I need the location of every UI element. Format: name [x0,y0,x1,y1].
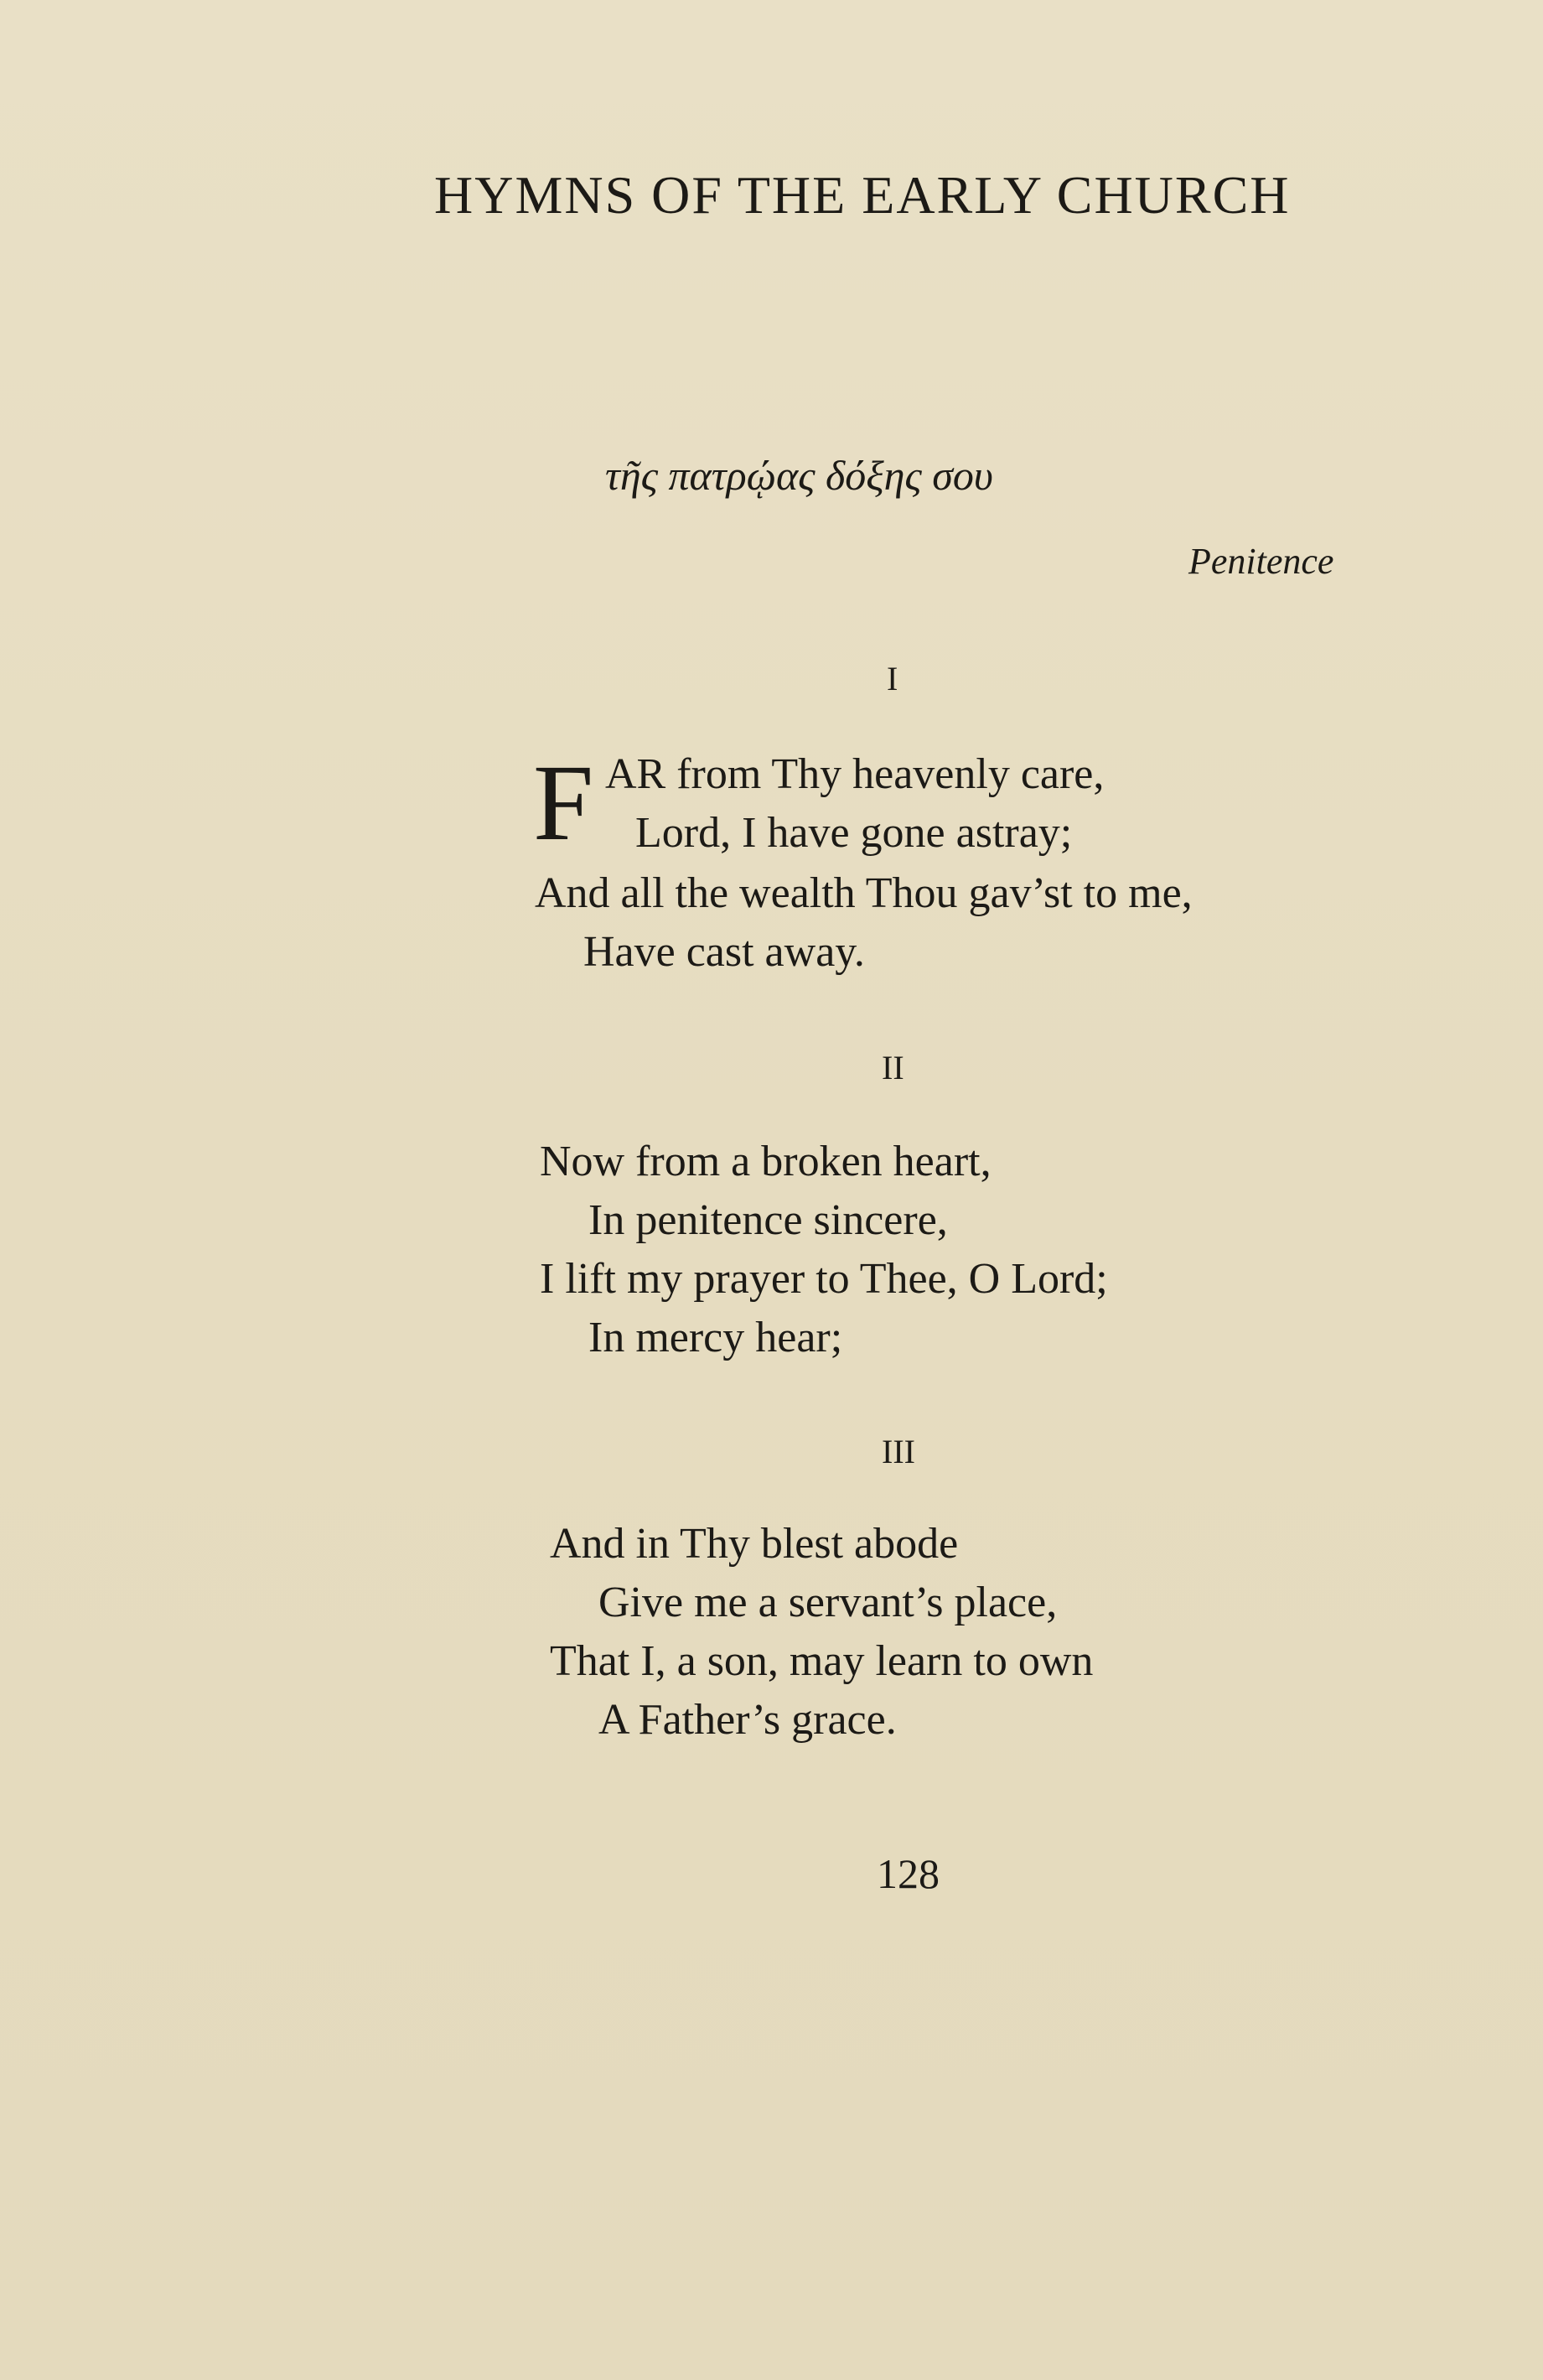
running-head: HYMNS OF THE EARLY CHURCH [434,165,1291,225]
verse-line: And in Thy blest abode [550,1520,959,1568]
verse-line: In mercy hear; [588,1314,843,1361]
hymn-title-greek: τῆς πατρῴας δόξης σου [605,452,993,499]
verse-line: Now from a broken heart, [540,1138,992,1185]
verse-line: Lord, I have gone astray; [635,809,1073,857]
verse-line: A Father’s grace. [598,1696,897,1744]
verse-line: Have cast away. [583,928,865,976]
hymn-subtitle: Penitence [1188,541,1334,582]
stanza-number: I [887,660,898,697]
verse-line: AR from Thy heavenly care, [605,750,1105,798]
stanza-number: II [882,1049,904,1086]
verse-line: That I, a son, may learn to own [550,1637,1094,1685]
drop-cap: F [533,743,594,863]
page-number: 128 [877,1850,940,1897]
verse-line: In penitence sincere, [588,1196,948,1244]
verse-line: Give me a servant’s place, [598,1579,1058,1626]
verse-line: And all the wealth Thou gav’st to me, [535,869,1193,917]
verse-line: I lift my prayer to Thee, O Lord; [540,1255,1108,1303]
stanza-number: III [882,1433,915,1470]
